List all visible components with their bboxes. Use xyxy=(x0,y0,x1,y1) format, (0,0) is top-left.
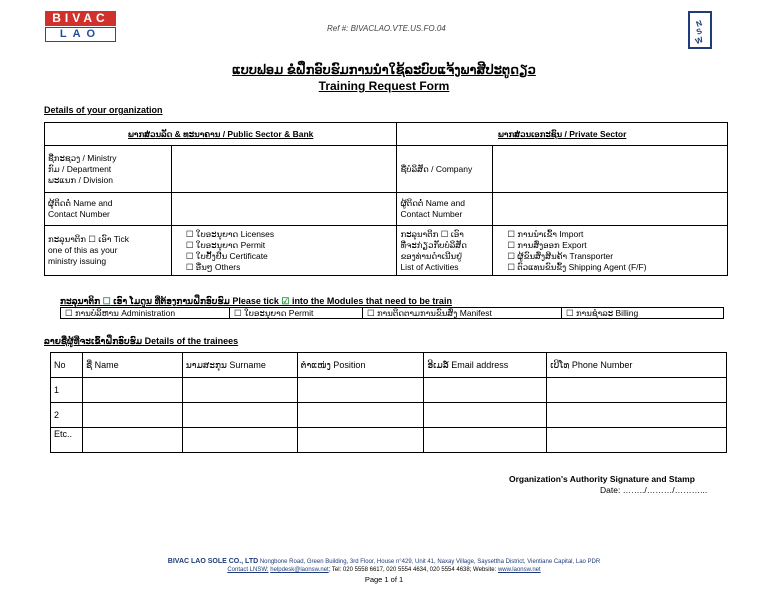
page-number: Page 1 of 1 xyxy=(364,575,404,584)
name-cell[interactable] xyxy=(82,378,182,403)
surname-cell[interactable] xyxy=(182,378,297,403)
col-surname: ນາມສະກຸນ Surname xyxy=(182,353,297,378)
footer-address: Nongbone Road, Green Building, 3rd Floor, House n°429, Unit 41, Naxay Village, Saysettha District, Vientiane Capital, Lao PDR xyxy=(259,559,601,565)
table-row xyxy=(51,428,727,453)
module-billing-checkbox[interactable]: ☐ ການຊຳລະ Billing xyxy=(562,308,724,319)
phone-cell[interactable] xyxy=(547,428,727,453)
position-cell[interactable] xyxy=(297,403,424,428)
footer-email-link[interactable]: helpdesk@laonsw.net xyxy=(270,567,329,573)
footer-phones: ; Tel: 020 5558 6617, 020 5554 4634, 020 5554 4638; Website: xyxy=(328,567,497,573)
logo-lao-text: LAO xyxy=(45,27,116,42)
ministry-label: ຊື່ກະຊວງ / Ministry ກົມ / Department ພະແນກ / Division xyxy=(45,146,172,193)
org-section-title: Details of your organization xyxy=(44,105,163,115)
svg-text:N: N xyxy=(694,18,704,29)
footer-company: BIVAC LAO SOLE CO., LTD xyxy=(167,558,259,565)
others-checkbox[interactable]: ☐ ອື່ນໆ Others xyxy=(185,261,241,272)
contact-private-label: ຜູ້ຕິດຕໍ່ Name and Contact Number xyxy=(397,193,493,226)
col-phone: ເບີໂທ Phone Number xyxy=(547,353,727,378)
logo-bivac-text: BIVAC xyxy=(45,11,116,26)
licenses-checkbox[interactable]: ☐ ໃບອະນຸຍາດ Licenses xyxy=(185,228,275,239)
surname-cell[interactable] xyxy=(182,428,297,453)
table-row xyxy=(51,403,727,428)
contact-public-label: ຜູ້ຕິດຕໍ່ Name and Contact Number xyxy=(45,193,172,226)
title-english: Training Request Form xyxy=(318,79,450,93)
module-administration-checkbox[interactable]: ☐ ການບໍລິຫານ Administration xyxy=(61,308,230,319)
company-field[interactable] xyxy=(493,146,728,193)
footer-company-line xyxy=(0,558,768,565)
col-name: ຊື່ Name xyxy=(82,353,182,378)
shipping-agent-checkbox[interactable]: ☐ ຕົວແທນຂົນຂົ້ງ Shipping Agent (F/F) xyxy=(507,261,647,272)
table-row xyxy=(51,378,727,403)
module-permit-checkbox[interactable]: ☐ ໃບອະນຸຍາດ Permit xyxy=(230,308,363,319)
footer-contact-label: Contact LNSW: xyxy=(227,567,269,573)
public-options xyxy=(171,226,397,276)
email-cell[interactable] xyxy=(424,378,547,403)
public-sector-header: ພາກສ່ວນລັດ & ທະນາຄານ / Public Sector & Bank xyxy=(45,123,397,146)
tick-public-label: ກະລຸນາຕິກ ☐ ເອົາ Tick one of this as your ministry issuing xyxy=(45,226,172,276)
col-position: ຕຳແໜ່ງ Position xyxy=(297,353,424,378)
email-cell[interactable] xyxy=(424,403,547,428)
svg-text:W: W xyxy=(694,35,705,47)
row-number: 1 xyxy=(51,378,83,403)
position-cell[interactable] xyxy=(297,378,424,403)
organization-table xyxy=(44,122,728,276)
trainees-title: ລາຍຊື່ຜູ້ທີ່ຈະເຂົ້າຝຶກອົບຮົມ Details of the trainees xyxy=(44,336,239,346)
signature-label: Organization's Authority Signature and Stamp xyxy=(509,474,695,484)
module-manifest-checkbox[interactable]: ☐ ການຕິດຕາມການຂົນສົ່ງ Manifest xyxy=(363,308,562,319)
title-lao: ແບບຟອມ ຂໍຝຶກອົບຮົມການນຳໃຊ້ລະບົບແຈ້ງພາສີປະຕູດຽວ xyxy=(232,62,536,77)
date-field[interactable]: Date: ……../………/………... xyxy=(600,485,708,495)
modules-row xyxy=(60,307,724,319)
name-cell[interactable] xyxy=(82,428,182,453)
row-number: 2 xyxy=(51,403,83,428)
contact-public-field[interactable] xyxy=(171,193,397,226)
transporter-checkbox[interactable]: ☐ ຜູ້ຂົນສົ່ງສິນຄ້າ Transporter xyxy=(507,250,614,261)
col-email: ອີເມລ໌ Email address xyxy=(424,353,547,378)
ministry-field[interactable] xyxy=(171,146,397,193)
surname-cell[interactable] xyxy=(182,403,297,428)
svg-text:S: S xyxy=(695,26,704,37)
footer-contact-line xyxy=(0,567,768,573)
col-no: No xyxy=(51,353,83,378)
email-cell[interactable] xyxy=(424,428,547,453)
footer-website-link[interactable]: www.laonsw.net xyxy=(497,567,541,573)
position-cell[interactable] xyxy=(297,428,424,453)
private-sector-header: ພາກສ່ວນເອກະຊົນ / Private Sector xyxy=(397,123,728,146)
modules-title: ກະລຸນາຕິກ ☐ ເອົາ ໂມດູນ ທີ່ຕ້ອງການຝຶກອົບຮົມ Please tick ☑ into the Modules that need to be train xyxy=(60,296,452,306)
phone-cell[interactable] xyxy=(547,378,727,403)
name-cell[interactable] xyxy=(82,403,182,428)
reference-number: Ref #: BIVACLAO.VTE.US.FO.04 xyxy=(327,24,446,33)
bivac-lao-logo xyxy=(45,11,116,42)
certificate-checkbox[interactable]: ☐ ໃບຢັ້ງຢືນ Certificate xyxy=(185,250,268,261)
nsw-logo xyxy=(688,11,712,49)
trainees-table xyxy=(50,352,727,453)
private-options xyxy=(493,226,728,276)
import-checkbox[interactable]: ☐ ການນຳເຂົ້າ Import xyxy=(507,228,584,239)
phone-cell[interactable] xyxy=(547,403,727,428)
company-label: ຊື່ບໍລິສັດ / Company xyxy=(397,146,493,193)
export-checkbox[interactable]: ☐ ການສົ່ງອອກ Export xyxy=(507,239,587,250)
tick-private-label: ກະລຸນາຕິກ ☐ ເອົາ ທີ່ຈະກ່ຽວກັບບໍລິສັດ ຂອງທ່ານດຳເນີນຢູ່ List of Activities xyxy=(397,226,493,276)
contact-private-field[interactable] xyxy=(493,193,728,226)
permit-checkbox[interactable]: ☐ ໃບອະນຸຍາດ Permit xyxy=(185,239,266,250)
row-number: Etc.. xyxy=(51,428,83,453)
